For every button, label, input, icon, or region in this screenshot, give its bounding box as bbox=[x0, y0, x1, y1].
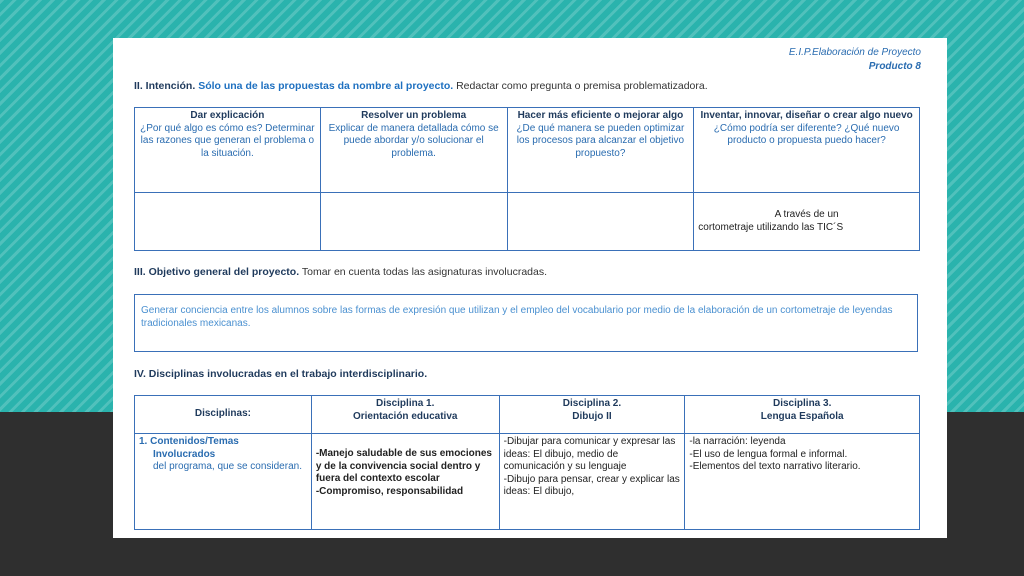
cell-body: Explicar de manera detallada cómo se puede abordar y/o solucionar el problema. bbox=[328, 122, 499, 159]
content-item: -Compromiso, responsabilidad bbox=[315, 485, 464, 497]
intention-table bbox=[134, 107, 920, 251]
intention-cell-improve bbox=[507, 108, 694, 193]
section-disciplines-heading bbox=[134, 368, 427, 380]
header-label: Dibujo II bbox=[572, 410, 612, 422]
document-header bbox=[789, 46, 921, 74]
discipline-2-header bbox=[499, 396, 685, 434]
header-label: Lengua Española bbox=[760, 410, 844, 422]
section-highlight: Sólo una de las propuestas da nombre al proyecto. bbox=[198, 80, 454, 92]
header-label: Disciplina 1. bbox=[376, 398, 435, 409]
intention-answer-empty bbox=[320, 193, 507, 251]
cell-title: Hacer más eficiente o mejorar algo bbox=[517, 110, 684, 121]
row-label: Involucrados bbox=[153, 448, 216, 460]
header-product: Producto 8 bbox=[868, 61, 921, 72]
content-item: -Elementos del texto narrativo literario. bbox=[689, 461, 861, 472]
row-label: del programa, que se consideran. bbox=[153, 461, 302, 472]
content-item: -El uso de lengua formal e informal. bbox=[689, 448, 848, 460]
content-item: -la narración: leyenda bbox=[689, 436, 786, 447]
section-objective-heading bbox=[134, 266, 547, 278]
cell-body: ¿De qué manera se pueden optimizar los procesos para alcanzar el objetivo propuesto? bbox=[516, 122, 685, 159]
cell-title: Dar explicación bbox=[190, 110, 265, 121]
intention-answer bbox=[694, 193, 920, 251]
intention-answer-empty bbox=[507, 193, 694, 251]
objective-box: Generar conciencia entre los alumnos sobre las formas de expresión que utilizan y el empleo del vocabulario por medio de la elaboración de un cortometraje de leyendas tradicionales mexicanas. bbox=[134, 294, 918, 352]
cell-title: Inventar, innovar, diseñar o crear algo nuevo bbox=[700, 110, 913, 121]
disciplines-table bbox=[134, 395, 920, 530]
discipline-3-contents bbox=[685, 434, 920, 530]
content-item: -Manejo saludable de sus emociones y de la convivencia social dentro y fuera del contexto escolar bbox=[315, 448, 492, 484]
cell-title: Resolver un problema bbox=[361, 110, 467, 121]
section-instruction: Redactar como pregunta o premisa problematizadora. bbox=[456, 80, 708, 92]
section-number: III. Objetivo general del proyecto. bbox=[134, 266, 300, 278]
discipline-2-contents bbox=[499, 434, 685, 530]
discipline-1-contents bbox=[311, 434, 499, 530]
discipline-3-header bbox=[685, 396, 920, 434]
disciplines-header bbox=[135, 396, 312, 434]
content-item: -Dibujar para comunicar y expresar las ideas: El dibujo, medio de comunicación y su lenguaje bbox=[503, 436, 676, 472]
header-label: Disciplinas: bbox=[194, 408, 251, 420]
cell-body: ¿Cómo podría ser diferente? ¿Qué nuevo producto o propuesta puedo hacer? bbox=[713, 122, 900, 146]
section-intention-heading bbox=[134, 80, 708, 92]
row-label: 1. Contenidos/Temas bbox=[139, 436, 239, 447]
intention-cell-invent bbox=[694, 108, 920, 193]
header-title: E.I.P.Elaboración de Proyecto bbox=[788, 47, 921, 58]
intention-cell-solve bbox=[320, 108, 507, 193]
section-title: IV. Disciplinas involucradas en el trabajo interdisciplinario. bbox=[134, 368, 428, 380]
intention-answer-empty bbox=[135, 193, 321, 251]
section-number: II. Intención. bbox=[134, 80, 196, 92]
header-label: Orientación educativa bbox=[352, 410, 458, 422]
answer-line: cortometraje utilizando las TIC´S bbox=[698, 221, 844, 233]
header-label: Disciplina 2. bbox=[562, 398, 622, 409]
answer-line: A través de un bbox=[774, 209, 839, 220]
contents-row-label bbox=[135, 434, 312, 530]
section-instruction: Tomar en cuenta todas las asignaturas involucradas. bbox=[301, 266, 547, 278]
intention-cell-explain bbox=[135, 108, 321, 193]
discipline-1-header bbox=[311, 396, 499, 434]
cell-body: ¿Por qué algo es cómo es? Determinar las razones que generan el problema o la situación. bbox=[140, 122, 315, 159]
document-page bbox=[113, 38, 947, 538]
header-label: Disciplina 3. bbox=[773, 398, 832, 409]
content-item: -Dibujo para pensar, crear y explicar las ideas: El dibujo, bbox=[503, 473, 680, 497]
